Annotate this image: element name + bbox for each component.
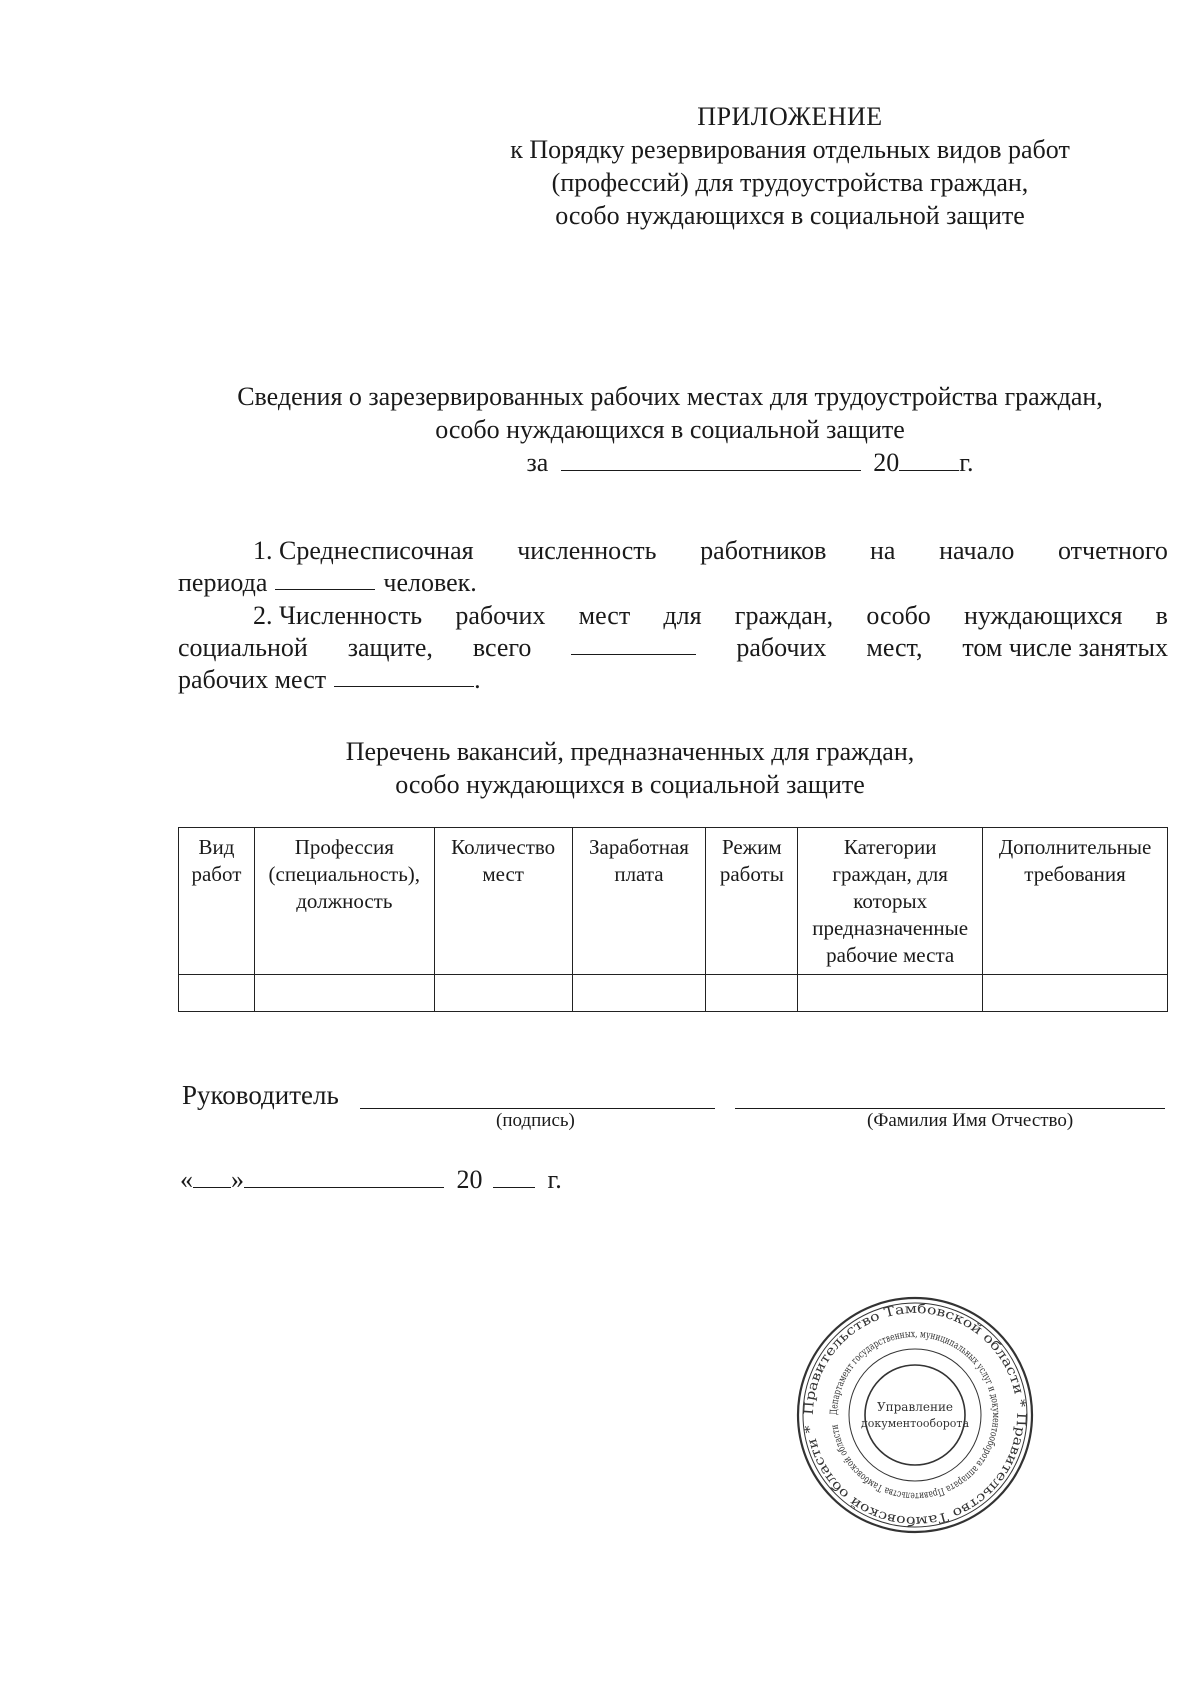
occupied-places-period: . [474, 665, 481, 694]
table-row [179, 975, 1168, 1012]
item-2-word: мест [578, 601, 631, 630]
period-prefix: за [526, 448, 549, 477]
report-period [180, 446, 1160, 479]
period-suffix: г. [959, 448, 974, 477]
date-line [180, 1165, 562, 1195]
period-year-blank[interactable] [899, 448, 959, 471]
report-title [180, 380, 1160, 479]
period-year: 20 [873, 448, 900, 477]
day-blank[interactable] [193, 1165, 231, 1188]
item-2-word: 2. Численность [253, 601, 423, 630]
occupied-places-blank[interactable] [334, 664, 474, 687]
seal-inner-text: Департамент государственных, муниципальных услуг и документооборота аппарата Правительства Тамбовской области [828, 1328, 1002, 1502]
full-name-caption: (Фамилия Имя Отчество) [867, 1110, 1074, 1131]
date-close-quote: » [231, 1165, 244, 1194]
item-2-word: граждан, [734, 601, 834, 630]
item-2-word: нуждающихся [964, 601, 1123, 630]
column-header-salary: Заработная плата [572, 828, 706, 975]
item-2-word: рабочих [736, 633, 827, 662]
appendix-line-2: (профессий) для трудоустройства граждан, [551, 168, 1029, 197]
item-2-line-2 [178, 632, 1168, 664]
report-title-line-1: Сведения о зарезервированных рабочих местах для трудоустройства граждан, [237, 382, 1103, 411]
item-1-line-1 [178, 535, 1168, 567]
full-name-line[interactable] [735, 1108, 1165, 1109]
item-2-word: защите, [347, 633, 433, 662]
seal-center-line-2: документооборота [860, 1417, 970, 1430]
month-blank[interactable] [244, 1165, 444, 1188]
column-header-places-count: Количество мест [434, 828, 572, 975]
table-cell[interactable] [706, 975, 798, 1012]
official-seal [795, 1295, 1035, 1535]
column-header-citizen-categories: Категории граждан, для которых предназначенные рабочие места [798, 828, 983, 975]
item-1-word: отчетного [1058, 536, 1168, 565]
signature-line[interactable] [360, 1108, 715, 1109]
signature-caption: (подпись) [496, 1110, 575, 1131]
item-1-people-label: человек. [383, 568, 477, 597]
item-1-word: на [870, 536, 896, 565]
total-places-blank[interactable] [571, 632, 696, 655]
item-2 [178, 600, 1168, 696]
column-header-profession: Профессия (специальность), должность [254, 828, 434, 975]
item-2-word: рабочих [455, 601, 546, 630]
item-2-word: всего [472, 633, 532, 662]
table-header-row [179, 828, 1168, 975]
item-2-word: социальной [178, 633, 308, 662]
table-cell[interactable] [254, 975, 434, 1012]
item-2-word: мест, [866, 633, 923, 662]
item-1-word: численность [517, 536, 657, 565]
item-1-line-2 [178, 567, 1168, 599]
column-header-work-type: Вид работ [179, 828, 255, 975]
table-cell[interactable] [179, 975, 255, 1012]
vacancies-table [178, 827, 1168, 1012]
date-year-prefix: 20 [456, 1165, 483, 1194]
date-year-suffix: г. [547, 1165, 562, 1194]
director-label: Руководитель [182, 1080, 339, 1110]
item-2-word: особо [866, 601, 931, 630]
period-blank[interactable] [561, 448, 861, 471]
seal-center-line-1: Управление [876, 1400, 954, 1414]
appendix-heading: ПРИЛОЖЕНИЕ [697, 102, 883, 131]
date-open-quote: « [180, 1165, 193, 1194]
vacancies-title-line-2: особо нуждающихся в социальной защите [395, 770, 865, 799]
report-title-line-2: особо нуждающихся в социальной защите [435, 415, 905, 444]
item-2-line-3 [178, 664, 1168, 696]
vacancies-title [300, 735, 960, 801]
seal-outer-text: Правительство Тамбовской области * Правительство Тамбовской области * [801, 1301, 1029, 1529]
column-header-work-schedule: Режим работы [706, 828, 798, 975]
vacancies-title-line-1: Перечень вакансий, предназначенных для граждан, [345, 737, 915, 766]
headcount-blank[interactable] [275, 567, 375, 590]
table-cell[interactable] [798, 975, 983, 1012]
table-cell[interactable] [434, 975, 572, 1012]
appendix-header [500, 100, 1080, 232]
item-2-line-1 [178, 600, 1168, 632]
item-2-word: том числе занятых [962, 633, 1168, 662]
appendix-line-3: особо нуждающихся в социальной защите [555, 201, 1025, 230]
item-2-word: в [1155, 601, 1168, 630]
item-1 [178, 535, 1168, 599]
item-1-word: начало [939, 536, 1015, 565]
item-1-word: 1. Среднесписочная [253, 536, 474, 565]
column-header-requirements: Дополнительные требования [983, 828, 1168, 975]
occupied-places-label: рабочих мест [178, 665, 327, 694]
item-1-word: работников [700, 536, 827, 565]
table-cell[interactable] [572, 975, 706, 1012]
table-cell[interactable] [983, 975, 1168, 1012]
item-1-period-label: периода [178, 568, 268, 597]
appendix-line-1: к Порядку резервирования отдельных видов работ [510, 135, 1070, 164]
year-blank[interactable] [493, 1165, 535, 1188]
item-2-word: для [663, 601, 702, 630]
